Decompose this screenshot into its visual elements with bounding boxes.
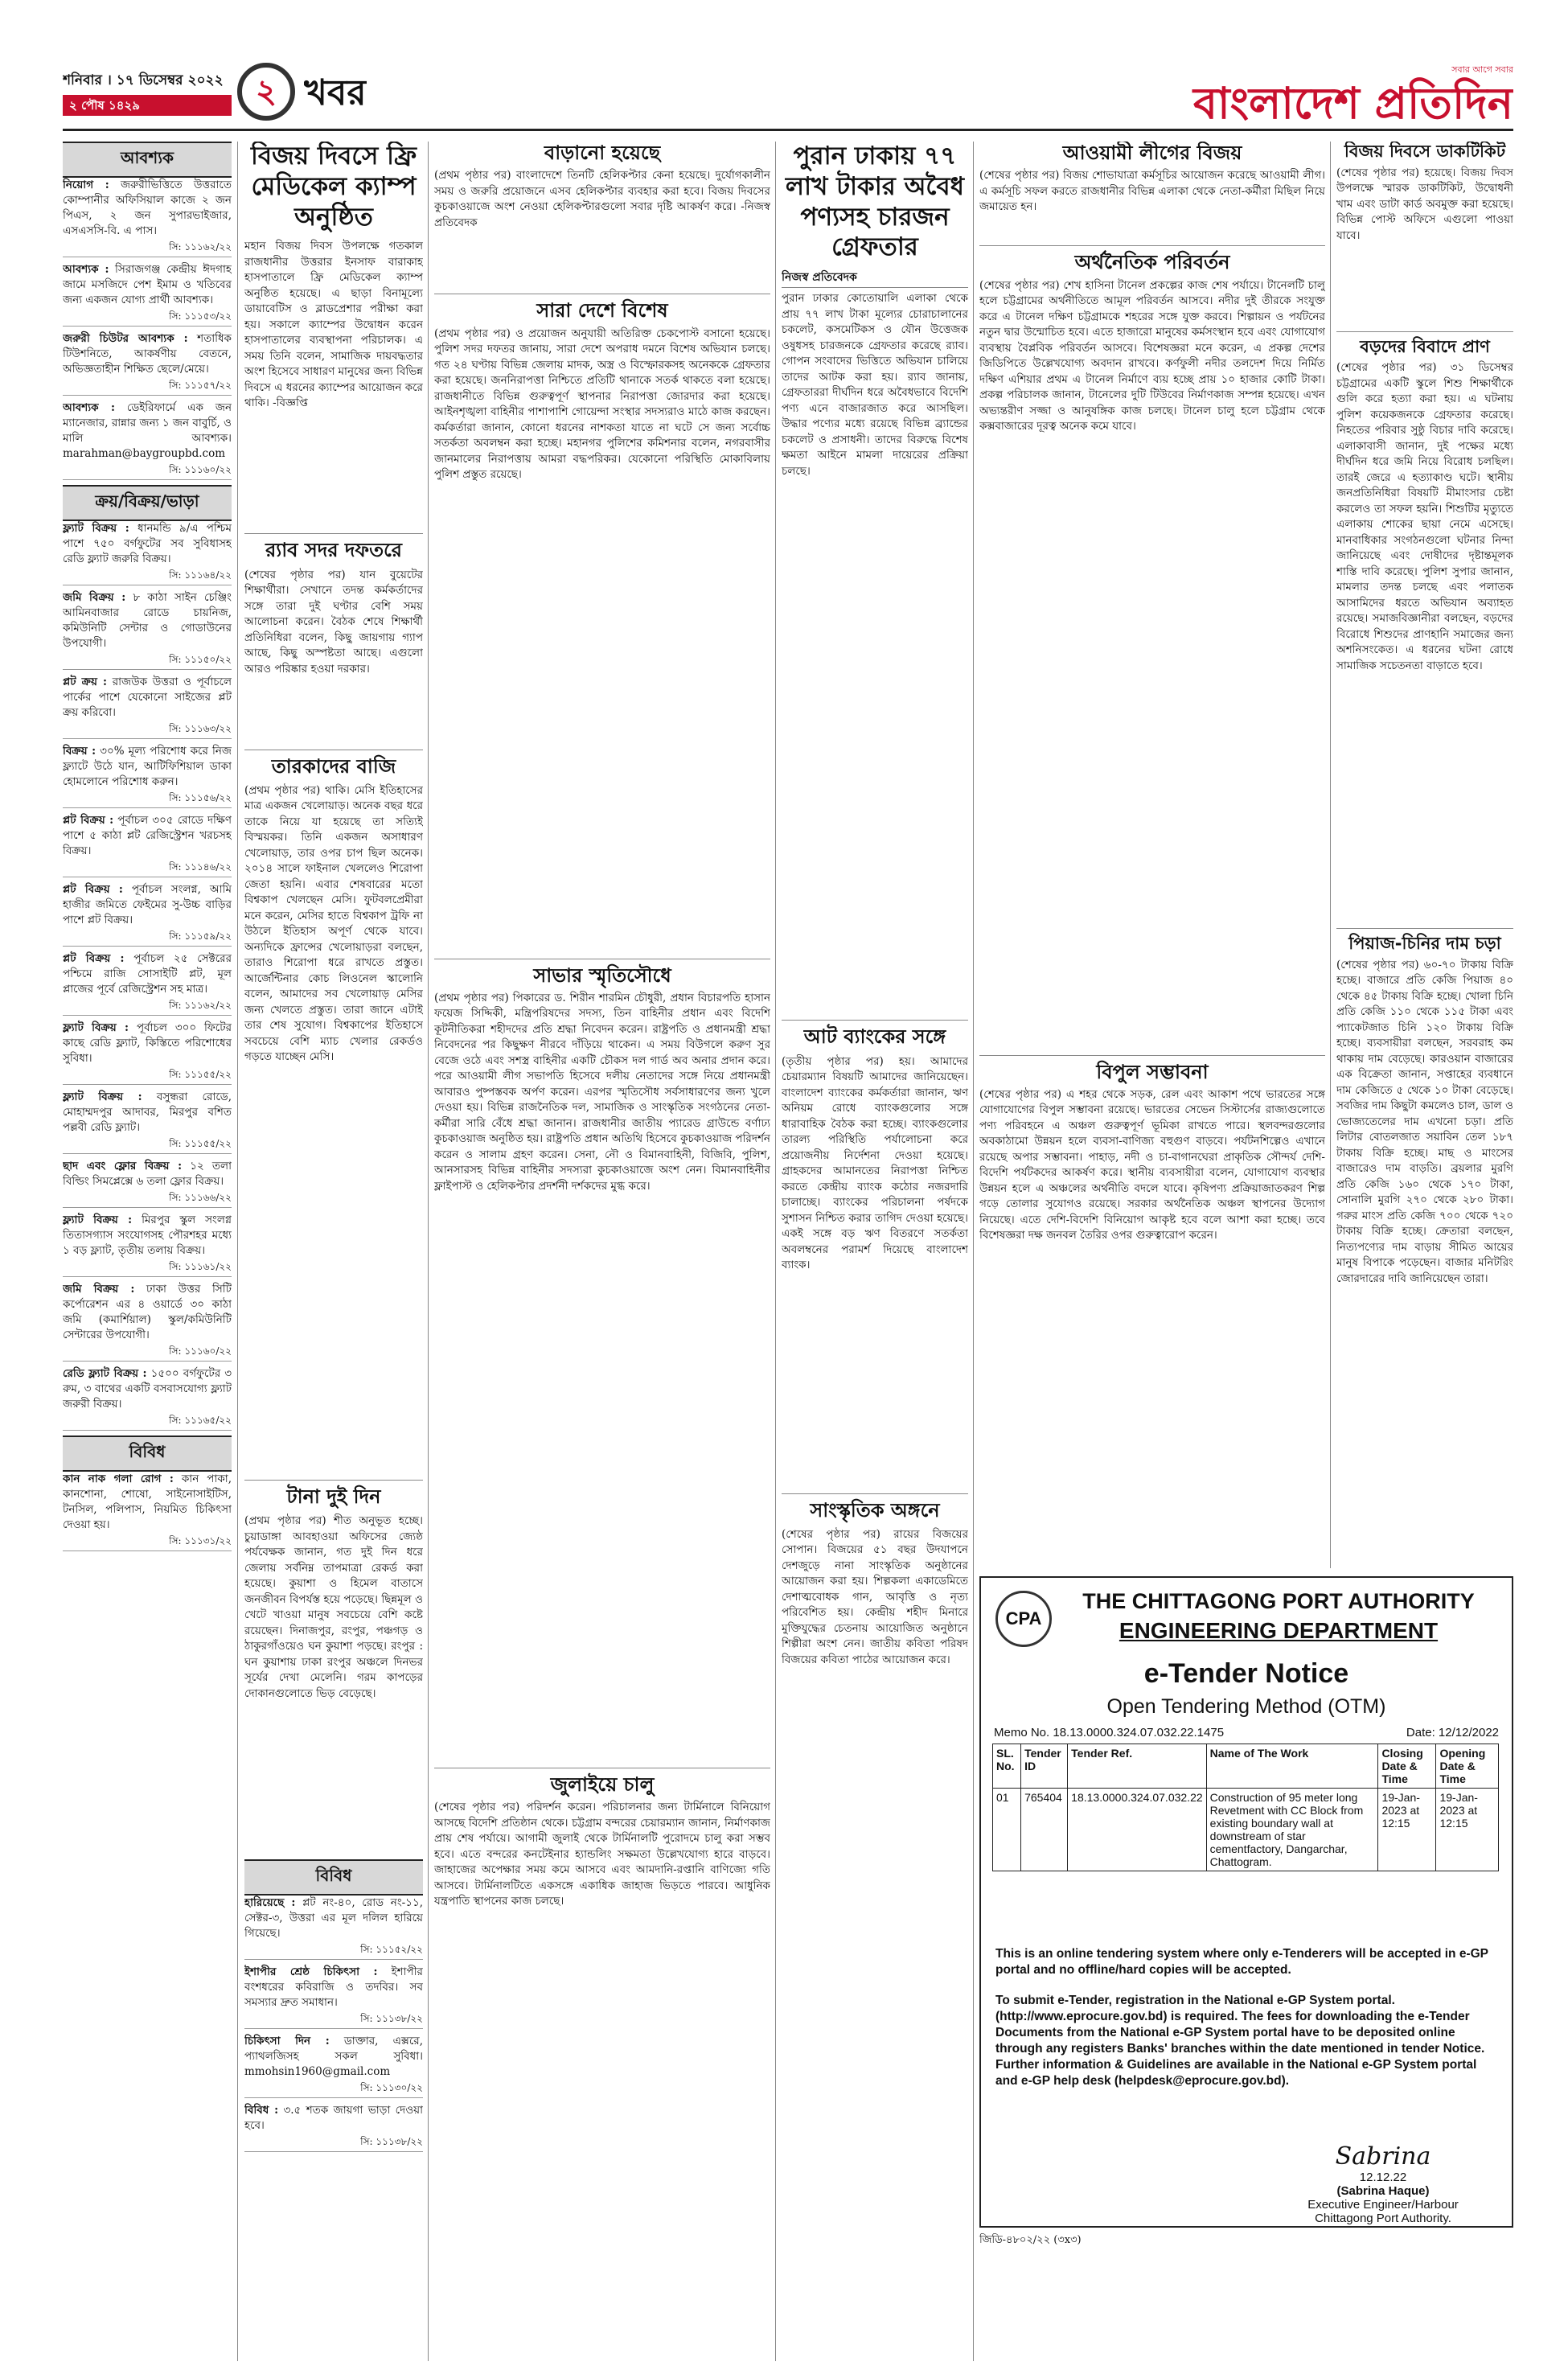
signature: Sabrina — [1335, 2142, 1431, 2171]
ad-heading: ছাদ এবং ফ্লোর বিক্রয় : — [63, 1160, 183, 1173]
article-headline[interactable]: অর্থনৈতিক পরিবর্তন — [1074, 251, 1230, 274]
article-body: (প্রথম পৃষ্ঠার পর) শীত অনুভূত হচ্ছে। চুয়াডাঙ্গা আবহাওয়া অফিসের জ্যেষ্ঠ পর্যবেক্ষক জানান, গত দুই দিন ধরে জেলায় সর্বনিম্ন তাপমাত্রা রেকর্ড করা হয়েছে। কুয়াশা ও হিমেল বাতাসে জনজীবন বিপর্যস্ত হয়ে পড়েছে। ছিন্নমূল ও খেটে খাওয়া মানুষ সবচেয়ে বেশি কষ্টে রয়েছেন। দিনাজপুর, রংপুর, পঞ্চগড় ও ঠাকুরগাঁওয়েও ঘন কুয়াশা পড়ছে। রংপুর : ঘন কুয়াশায় ঢাকা রংপুর অঞ্চলে দিনভর সূর্যের দেখা মেলেনি। গরম কাপড়ের দোকানগুলোতে ভিড় বেড়েছে। — [244, 1514, 423, 1700]
ad-body: ইশাপীর বংশধরের কবিরাজি ও তদবির। সব সমস্যার দ্রুত সমাধান। — [244, 1965, 423, 2010]
misc-section-title: বিবিধ — [244, 1859, 423, 1896]
classified-list-misc — [63, 1472, 232, 1551]
classified-ad — [63, 331, 232, 377]
ad-heading: জমি বিক্রয় : — [63, 591, 126, 604]
ad-body: পূর্বাচল ২৫ সেক্টরের পশ্চিমে রাজি সোসাইটি প্লট, মূল প্লাজের পূর্বে রেজিস্ট্রেশন সহ মাত্র। — [63, 952, 232, 996]
ad-heading: ফ্ল্যাট বিক্রয় : — [63, 1090, 142, 1103]
ad-heading: জমি বিক্রয় : — [63, 1283, 135, 1296]
ad-ref: সি: ১১১৬২/২২ — [63, 999, 232, 1016]
ad-ref: সি: ১১১৬০/২২ — [63, 1345, 232, 1362]
ad-body: ১৫০০ বর্গফুটের ৩ রুম, ৩ বাথের একটি বসবাসযোগ্য ফ্ল্যাট জরুরী বিক্রয়। — [63, 1367, 232, 1411]
tender-table-cell: Construction of 95 meter long Revetment with CC Block from existing boundary wall at downstream of star cementfactory, Dangarchar, Chattogram. — [1206, 1789, 1378, 1871]
ad-ref: সি: ১১১৩৮/২২ — [244, 2012, 423, 2029]
classified-ad — [244, 2034, 423, 2080]
signature-date: 12.12.22 — [1359, 2171, 1407, 2184]
tender-paragraph: To submit e-Tender, registration in the National e-GP System portal. (http://www.eprocure.gov.bd) is required. The fees for downloading the e-Tender Documents from the National e-GP System portal have to be deposited online through any registers Banks' branches within the date mentioned in tender Notice. Further information & Guidelines are available in the National e-GP System portal and e-GP help desk (helpdesk@eprocure.gov.bd). — [995, 1994, 1485, 2088]
article-headline[interactable]: পিয়াজ-চিনির দাম চড়া — [1348, 934, 1501, 954]
ad-ref: সি: ১১১৫০/২২ — [63, 653, 232, 670]
column-divider — [775, 142, 776, 2361]
column-divider — [428, 142, 429, 2361]
signer-name: (Sabrina Haque) — [1336, 2184, 1430, 2198]
ad-body: ডেইরিফার্মে এক জন ম্যানেজার, রান্নার জন্য ১ জন বাবুর্চি, ও মালি আবশ্যক। marahman@baygroupbd.com — [63, 401, 232, 460]
classified-list-sale — [63, 521, 232, 1431]
tender-table-header: Tender Ref. — [1068, 1744, 1207, 1789]
tender-table-header: SL. No. — [993, 1744, 1021, 1789]
classifieds-column — [63, 142, 232, 2361]
article-divider — [979, 1055, 1325, 1056]
masthead[interactable] — [1095, 63, 1513, 125]
article-body: (শেষের পৃষ্ঠার পর) ৩১ ডিসেম্বর চট্টগ্রামের একটি স্কুলে শিশু শিক্ষার্থীকে গুলি করে হত্যা করা হয়। এ ঘটনায় পুলিশ কয়েকজনকে গ্রেফতার করেছে। নিহতের পরিবার সুষ্ঠু বিচার দাবি করেছে। এলাকাবাসী জানান, দুই পক্ষের মধ্যে দীর্ঘদিন ধরে জমি নিয়ে বিরোধ চলছিল। তারই জেরে এ হত্যাকাণ্ড ঘটে। স্থানীয় জনপ্রতিনিধিরা বিষয়টি মীমাংসার চেষ্টা করলেও তা সফল হয়নি। শিশুটির মৃত্যুতে এলাকায় শোকের ছায়া নেমে এসেছে। মানবাধিকার সংগঠনগুলো ঘটনার নিন্দা জানিয়েছে এবং দোষীদের দৃষ্টান্তমূলক শাস্তি দাবি করেছে। পুলিশ সুপার জানান, মামলার তদন্ত চলছে এবং পলাতক আসামিদের ধরতে অভিযান অব্যাহত রয়েছে। সমাজবিজ্ঞানীরা বলছেন, বড়দের বিরোধে শিশুদের প্রাণহানি সমাজের জন্য অশনিসংকেত। এ ধরনের ঘটনা রোধে সামাজিক সচেতনতা বাড়াতে হবে। — [1336, 361, 1513, 672]
tender-table-cell: 765404 — [1021, 1789, 1068, 1871]
article-headline[interactable]: র‍্যাব সদর দফতরে — [265, 539, 402, 562]
masthead-tagline: সবার আগে সবার — [1451, 64, 1513, 75]
article-body: (শেষের পৃষ্ঠার পর) হয়েছে। বিজয় দিবস উপলক্ষে স্মারক ডাকটিকিট, উদ্বোধনী খাম এবং ডাটা কার্ড অবমুক্ত করা হয়েছে। বিভিন্ন পোস্ট অফিসে এগুলো পাওয়া যাবে। — [1336, 166, 1513, 242]
ad-heading: রেডি ফ্ল্যাট বিক্রয় : — [63, 1367, 147, 1380]
classified-list-wanted — [63, 178, 232, 480]
tender-date: Date: 12/12/2022 — [1406, 1726, 1499, 1739]
article-body: (শেষের পৃষ্ঠার পর) এ শহর থেকে সড়ক, রেল এবং আকাশ পথে ভারতের সঙ্গে যোগাযোগের বিপুল সম্ভাবনা রয়েছে। ভারতের সেভেন সিস্টার্সের রাজ্যগুলোতে পণ্য পরিবহনে এ অঞ্চল গুরুত্বপূর্ণ ভূমিকা রাখতে পারে। স্থলবন্দরগুলোর অবকাঠামো উন্নয়ন হলে ব্যবসা-বাণিজ্য বহুগুণ বাড়বে। পর্যটনশিল্পেও এখানে রয়েছে অপার সম্ভাবনা। পাহাড়, নদী ও চা-বাগানঘেরা প্রাকৃতিক সৌন্দর্য দেশি-বিদেশি পর্যটকদের আকর্ষণ করে। স্থানীয় ব্যবসায়ীরা বলেন, যোগাযোগ ব্যবস্থার উন্নয়ন হলে এ অঞ্চলের অর্থনীতি বদলে যাবে। কৃষিপণ্য প্রক্রিয়াজাতকরণ শিল্প গড়ে তোলার সুযোগও রয়েছে। সরকার অর্থনৈতিক অঞ্চল স্থাপনের উদ্যোগ নিয়েছে। এতে দেশি-বিদেশি বিনিয়োগ আকৃষ্ট হবে বলে আশা করা হচ্ছে। তবে বিশেষজ্ঞরা দক্ষ জনবল তৈরির ওপর গুরুত্বারোপ করেন। — [979, 1087, 1325, 1242]
page-section: খবর — [304, 72, 367, 113]
ad-ref: সি: ১১১৩০/২২ — [244, 2081, 423, 2098]
tender-table-header: Closing Date & Time — [1378, 1744, 1436, 1789]
tender-table-header: Tender ID — [1021, 1744, 1068, 1789]
tender-method: Open Tendering Method (OTM) — [1106, 1695, 1386, 1718]
article-headline[interactable]: বিপুল সম্ভাবনা — [1096, 1060, 1209, 1083]
ad-heading: নিয়োগ : — [63, 179, 109, 191]
classified-ad — [63, 400, 232, 462]
ad-ref: সি: ১১১৬৫/২২ — [63, 1414, 232, 1431]
column-6 — [1336, 142, 1513, 1568]
tender-table-cell: 19-Jan-2023 at 12:15 — [1378, 1789, 1436, 1871]
ad-heading: প্লট ক্রয় : — [63, 676, 108, 688]
article-headline[interactable]: সাংস্কৃতিক অঙ্গনে — [810, 1498, 940, 1522]
ad-heading: হারিয়েছে : — [244, 1896, 296, 1910]
article-headline[interactable]: বাড়ানো হয়েছে — [544, 142, 661, 164]
column-divider — [973, 142, 974, 2361]
ad-heading: বিবিধ : — [244, 2104, 279, 2117]
classified-ad — [244, 2103, 423, 2134]
ad-ref: সি: ১১১৬৬/২২ — [63, 1191, 232, 1208]
ad-body: মিরপুর স্কুল সংলগ্ন তিতাসগ্যাস সংযোগসহ পৌরশহর মধ্যে ১ বড় ফ্ল্যাট, তৃতীয় তলায় বিক্রয়। — [63, 1214, 232, 1257]
article-headline[interactable]: বিজয় দিবসে ডাকটিকিট — [1344, 142, 1506, 161]
signer-org: Chittagong Port Authority. — [1315, 2212, 1451, 2225]
ad-body: ঢাকা উত্তর সিটি কর্পোরেশন এর ৪ ওয়ার্ডে ৩০ কাঠা জমি (কমার্শিয়াল) স্কুল/কমিউনিটি সেন্টারের উপযোগী। — [63, 1283, 232, 1341]
classified-ad — [63, 1021, 232, 1066]
ad-heading: ফ্ল্যাট বিক্রয় : — [63, 1021, 129, 1034]
ad-body: পূর্বাচল সংলগ্ন, আমি হাজীর জমিতে ফেইমের সু-উচ্চ বাড়ির পাশে প্লট বিক্রয়। — [63, 883, 232, 926]
ad-ref: সি: ১১১৫২/২২ — [244, 1943, 423, 1960]
port-authority-logo-icon: CPA — [995, 1591, 1052, 1647]
ad-heading: প্লট বিক্রয় : — [63, 883, 123, 896]
classified-ad — [63, 1282, 232, 1343]
ad-body: ১২ তলা বিল্ডিং সিমপ্লেক্সে ৬ তলা ফ্লোর বিক্রয়। — [63, 1160, 232, 1188]
ad-body: ৩০% মূল্য পরিশোধ করে নিজ ফ্ল্যাটে উঠে যান, আটিফিশিয়াল ডাকা হোমলোনে পরিশোধ করুন। — [63, 745, 232, 788]
signer-title: Executive Engineer/Harbour — [1307, 2198, 1459, 2212]
tender-table-cell: 01 — [993, 1789, 1021, 1871]
ad-ref: সি: ১১১৬০/২২ — [63, 463, 232, 480]
classified-section-title: ক্রয়/বিক্রয়/ভাড়া — [63, 485, 232, 521]
ad-body: ৩.৫ শতক জায়গা ভাড়া দেওয়া হবে। — [244, 2104, 423, 2133]
tender-memo: Memo No. 18.13.0000.324.07.032.22.1475 — [994, 1726, 1225, 1739]
tender-authority: THE CHITTAGONG PORT AUTHORITY — [1082, 1589, 1475, 1613]
column-2 — [244, 142, 423, 2361]
ad-ref: সি: ১১১৪৬/২২ — [63, 860, 232, 877]
classified-ad — [63, 951, 232, 997]
article-body: পুরান ঢাকার কোতোয়ালি এলাকা থেকে প্রায় ৭৭ লাখ টাকা মূল্যের চোরাচালানের চকলেট, কসমেটিকস ও যৌন উত্তেজক ওষুধসহ চারজনকে গ্রেফতার করেছে র‍্যাব। গোপন সংবাদের ভিত্তিতে অভিযান চালিয়ে তাদের আটক করা হয়। র‍্যাব জানায়, গ্রেফতাররা দীর্ঘদিন ধরে অবৈধভাবে বিদেশি পণ্য এনে বাজারজাত করে আসছিল। উদ্ধার পণ্যের মধ্যে রয়েছে বিভিন্ন ব্র্যান্ডের চকলেট ও প্রসাধনী। তাদের বিরুদ্ধে বিশেষ ক্ষমতা আইনে মামলা দায়েরের প্রক্রিয়া চলছে। — [782, 292, 968, 478]
article-divider — [244, 533, 423, 534]
tender-notice — [979, 1576, 1513, 2228]
ad-body: ৮ কাঠা সাইন চেঞ্জিং আমিনবাজার রোডে চায়নিজ, কমিউনিটি সেন্টার ও গোডাউনের উপযোগী। — [63, 591, 232, 650]
classified-ad — [63, 1159, 232, 1189]
ad-ref: সি: ১১১৫৯/২২ — [63, 930, 232, 947]
article-divider — [1336, 928, 1513, 929]
ad-heading: প্লট বিক্রয় : — [63, 952, 125, 965]
issue-date: শনিবার । ১৭ ডিসেম্বর ২০২২ — [63, 72, 224, 88]
ad-body: পূর্বাচল ৩০০ ফিটের কাছে রেডি ফ্ল্যাট, কিস্তিতে পরিশোধের সুবিধা। — [63, 1021, 232, 1065]
classified-ad — [244, 1965, 423, 2011]
article-headline[interactable]: পুরান ঢাকায় ৭৭ লাখ টাকার অবৈধ পণ্যসহ চারজন গ্রেফতার — [785, 142, 965, 262]
tender-department: ENGINEERING DEPARTMENT — [1119, 1618, 1439, 1643]
article-divider — [782, 1020, 968, 1021]
ad-ref: সি: ১১১৬১/২২ — [63, 1260, 232, 1277]
classified-ad — [63, 675, 232, 721]
ad-body: ডাক্তার, এক্সরে, প্যাথলজিসহ সকল সুবিধা। mmohsin1960@gmail.com — [244, 2035, 423, 2079]
ad-code: জিডি-৪৮০২/২২ (৩x৩) — [979, 2234, 1082, 2246]
masthead-title: বাংলাদেশ প্রতিদিন — [1193, 78, 1513, 125]
ad-heading: জরুরী চিউটর আবশ্যক : — [63, 332, 188, 345]
classified-ad — [63, 590, 232, 651]
column-3 — [434, 142, 770, 2361]
tender-table-header: Opening Date & Time — [1436, 1744, 1499, 1789]
article-body: (প্রথম পৃষ্ঠার পর) পিকারের ড. শিরীন শারমিন চৌধুরী, প্রধান বিচারপতি হাসান ফয়েজ সিদ্দিকী, মন্ত্রিপরিষদের সদস্য, তিন বাহিনীর প্রধান এবং বিদেশি কূটনীতিকরা শহীদদের প্রতি শ্রদ্ধা নিবেদন করেন। রাষ্ট্রপতি ও প্রধানমন্ত্রী শ্রদ্ধা নিবেদনের পর কিছুক্ষণ নীরবে দাঁড়িয়ে থাকেন। এ সময় বিউগলে করুণ সুর বেজে ওঠে এবং সশস্ত্র বাহিনীর একটি চৌকস দল গার্ড অব অনার প্রদান করে। পরে আওয়ামী লীগ সভাপতি হিসেবে দলীয় নেতাদের সঙ্গে নিয়ে প্রধানমন্ত্রী আবারও পুষ্পস্তবক অর্পণ করেন। এরপর স্মৃতিসৌধ সর্বসাধারণের জন্য খুলে দেওয়া হয়। বিভিন্ন রাজনৈতিক দল, সামাজিক ও সাংস্কৃতিক সংগঠনের নেতা-কর্মীরা সারি বেঁধে শ্রদ্ধা জানান। রাজধানীর জাতীয় প্যারেড গ্রাউন্ডে বর্ণাঢ্য কুচকাওয়াজ অনুষ্ঠিত হয়। রাষ্ট্রপতি প্রধান অতিথি হিসেবে কুচকাওয়াজ পরিদর্শন করেন ও সালাম গ্রহণ করেন। সেনা, নৌ ও বিমানবাহিনী, বিজিবি, পুলিশ, আনসারসহ বিভিন্ন বাহিনীর সদস্যরা কুচকাওয়াজে অংশ নেন। বিমানবাহিনীর ফ্লাইপাস্ট ও হেলিকপ্টার প্রদর্শনী দর্শকদের মুগ্ধ করে। — [434, 991, 770, 1193]
ad-heading: প্লট বিক্রয় : — [63, 814, 114, 827]
ad-ref: সি: ১১১৫৬/২২ — [63, 791, 232, 808]
classified-section-title: আবশ্যক — [63, 142, 232, 178]
article-headline[interactable]: আওয়ামী লীগের বিজয় — [1062, 142, 1242, 164]
tender-paragraph: This is an online tendering system where only e-Tenderers will be accepted in e-GP portal and no offline/hard copies will be accepted. — [995, 1947, 1488, 1977]
ad-body: শতাধিক টিউশনিতে, আকর্ষণীয় বেতনে, অভিজ্ঞতাহীন শিক্ষিত ছেলে/মেয়ে। — [63, 332, 232, 376]
classified-ad — [63, 521, 232, 567]
article-body: (তৃতীয় পৃষ্ঠার পর) হয়। আমাদের চেয়ারম্যান বিষয়টি আমাদের জানিয়েছেন। বাংলাদেশ ব্যাংকের কর্মকর্তারা জানান, ঋণ অনিয়ম রোধে ব্যাংকগুলোর সঙ্গে ধারাবাহিক বৈঠক করা হচ্ছে। ব্যাংকগুলোর তারল্য পরিস্থিতি পর্যালোচনা করে প্রয়োজনীয় নির্দেশনা দেওয়া হয়েছে। গ্রাহকদের আমানতের নিরাপত্তা নিশ্চিত করতে কেন্দ্রীয় ব্যাংক কঠোর নজরদারি চালাচ্ছে। ব্যাংকের পরিচালনা পর্ষদকে সুশাসন নিশ্চিত করার তাগিদ দেওয়া হয়েছে। একই সঙ্গে বড় ঋণ বিতরণে সতর্কতা অবলম্বনের পরামর্শ দিয়েছে বাংলাদেশ ব্যাংক। — [782, 1054, 968, 1272]
ad-body: ধানমন্ডি ৯/এ পশ্চিম পাশে ৭৫০ বর্গফুটের সব সুবিধাসহ রেডি ফ্ল্যাট জরুরি বিক্রয়। — [63, 522, 232, 565]
column-4 — [782, 142, 968, 2361]
misc-list — [244, 1896, 423, 2152]
ad-heading: আবশ্যক : — [63, 401, 115, 414]
ad-heading: চিকিৎসা দিন : — [244, 2035, 330, 2048]
article-body: (প্রথম পৃষ্ঠার পর) বাংলাদেশে তিনটি হেলিকপ্টার কেনা হয়েছে। দুর্যোগকালীন সময় ও জরুরি প্রয়োজনে এসব হেলিকপ্টার ব্যবহার করা হবে। বিজয় দিবসের কুচকাওয়াজে অংশ নেওয়া হেলিকপ্টারগুলো সবার দৃষ্টি আকর্ষণ করে। -নিজস্ব প্রতিবেদক — [434, 169, 770, 229]
tender-signature-block — [1279, 2142, 1488, 2225]
article-body: (শেষের পৃষ্ঠার পর) রায়ের বিজয়ের সোপান। বিজয়ের ৫১ বছর উদযাপনে দেশজুড়ে নানা সাংস্কৃতিক অনুষ্ঠানের আয়োজন করা হয়। শিল্পকলা একাডেমিতে দেশাত্মবোধক গান, আবৃত্তি ও নৃত্য পরিবেশিত হয়। কেন্দ্রীয় শহীদ মিনারে মুক্তিযুদ্ধের চেতনায় আয়োজিত অনুষ্ঠানে শিল্পীরা অংশ নেন। জাতীয় কবিতা পরিষদ বিজয়ের কবিতা পাঠের আয়োজন করে। — [782, 1527, 968, 1666]
article-headline[interactable]: তারকাদের বাজি — [271, 754, 396, 778]
ad-ref: সি: ১১১৩১/২২ — [63, 1534, 232, 1551]
ad-heading: ইশাপীর শ্রেষ্ঠ চিকিৎসা : — [244, 1965, 378, 1979]
classified-ad — [63, 1366, 232, 1412]
article-divider — [782, 1493, 968, 1494]
classified-ad — [63, 262, 232, 308]
ad-body: কান পাকা, কানশোনা, শোষো, সাইনোসাইটিস, টনসিল, পলিপাস, নিয়মিত চিকিৎসা দেওয়া হয়। — [63, 1472, 232, 1531]
article-headline[interactable]: বড়দের বিবাদে প্রাণ — [1360, 336, 1490, 356]
article-body: (প্রথম পৃষ্ঠার পর) থাকি। মেসি ইতিহাসের মাত্র একজন খেলোয়াড়। অনেক বছর ধরে তাকে নিয়ে যা হয়েছে তা সত্যিই বিস্ময়কর। তিনি একজন অসাধারণ খেলোয়াড়, তার ওপর চাপ ছিল অনেক। ২০১৪ সালে ফাইনাল খেললেও শিরোপা জেতা হয়নি। এবার শেষবারের মতো বিশ্বকাপ খেলছেন মেসি। ফুটবলপ্রেমীরা মনে করেন, মেসির হাতে বিশ্বকাপ ট্রফি না উঠলে ইতিহাস অপূর্ণ থেকে যাবে। অন্যদিকে ফ্রান্সের খেলোয়াড়রা বলছেন, তারাও শিরোপা ধরে রাখতে প্রস্তুত। আর্জেন্টিনার কোচ লিওনেল স্কালোনি বলেন, আমাদের সব খেলোয়াড় মেসির জন্য খেলতে প্রস্তুত। তারা জানে এটাই তার শেষ সুযোগ। বিশ্বকাপের ইতিহাসে সবচেয়ে বেশি ম্যাচ খেলার রেকর্ডও গড়তে যাচ্ছেন মেসি। — [244, 783, 423, 1064]
classified-ad — [63, 1472, 232, 1533]
table-row — [993, 1789, 1499, 1871]
ad-body: প্লট নং-৪০, রোড নং-১১, সেক্টর-৩, উত্তরা এর মূল দলিল হারিয়ে গিয়েছে। — [244, 1896, 423, 1941]
tender-table-cell: 19-Jan-2023 at 12:15 — [1436, 1789, 1499, 1871]
article-headline[interactable]: সাভার স্মৃতিসৌধে — [533, 963, 671, 987]
article-headline[interactable]: জুলাইয়ে চালু — [550, 1772, 655, 1796]
ad-ref: সি: ১১১৬৩/২২ — [63, 722, 232, 739]
ad-body: বসুন্ধরা রোডে, মোহাম্মদপুর আদাবর, মিরপুর বশিত পল্লবী রেডি ফ্ল্যাট। — [63, 1090, 232, 1134]
tender-table-cell: 18.13.0000.324.07.032.22 — [1068, 1789, 1207, 1871]
ad-heading: আবশ্যক : — [63, 263, 109, 276]
ad-body: সিরাজগঞ্জ কেন্দ্রীয় ঈদগাহ জামে মসজিদে পেশ ইমাম ও খতিবের জন্য একজন যোগ্য প্রার্থী আবশ্যক। — [63, 263, 232, 306]
tender-table — [992, 1744, 1499, 1871]
article-divider — [244, 1480, 423, 1481]
classified-ad — [63, 178, 232, 239]
ad-body: পূর্বাচল ৩০৫ রোডে দক্ষিণ পাশে ৫ কাঠা প্লট রেজিস্ট্রেশন খরচসহ বিক্রয়। — [63, 814, 232, 857]
article-body: (শেষের পৃষ্ঠার পর) বিজয় শোভাযাত্রা কর্মসূচির আয়োজন করেছে আওয়ামী লীগ। এ কর্মসূচি সফল করতে রাজধানীর বিভিন্ন এলাকা থেকে নেতা-কর্মীরা মিছিল নিয়ে জমায়েত হন। — [979, 169, 1325, 214]
column-5 — [979, 142, 1325, 1568]
article-body: (শেষের পৃষ্ঠার পর) ৬০-৭০ টাকায় বিক্রি হচ্ছে। বাজারে প্রতি কেজি পিয়াজ ৪০ থেকে ৪৫ টাকায় বিক্রি হচ্ছে। খোলা চিনি প্রতি কেজি ১১০ থেকে ১১৫ টাকা এবং প্যাকেটজাত চিনি ১২০ টাকায় বিক্রি হচ্ছে। ব্যবসায়ীরা বলছেন, সরবরাহ কম থাকায় দাম বেড়েছে। কারওয়ান বাজারের এক বিক্রেতা জানান, সপ্তাহের ব্যবধানে দাম কেজিতে ৫ থেকে ১০ টাকা বেড়েছে। সবজির দাম কিছুটা কমলেও চাল, ডাল ও ভোজ্যতেলের দাম এখনো চড়া। প্রতি লিটার বোতলজাত সয়াবিন তেল ১৮৭ টাকায় বিক্রি হচ্ছে। মাছ ও মাংসের বাজারেও দাম বাড়তি। ব্রয়লার মুরগি প্রতি কেজি ১৬০ থেকে ১৭০ টাকা, সোনালি মুরগি ২৭০ থেকে ২৮০ টাকা। গরুর মাংস প্রতি কেজি ৭০০ থেকে ৭২০ টাকায় বিক্রি হচ্ছে। ক্রেতারা বলছেন, নিত্যপণ্যের দাম বাড়ায় সীমিত আয়ের মানুষ বিপাকে পড়েছেন। বাজার মনিটরিং জোরদারের দাবি জানিয়েছেন তারা। — [1336, 958, 1513, 1285]
article-headline[interactable]: টানা দুই দিন — [286, 1485, 381, 1508]
ad-ref: সি: ১১১৫৭/২২ — [63, 379, 232, 396]
tender-title: e-Tender Notice — [1143, 1658, 1349, 1689]
ad-ref: সি: ১১১৫৩/২২ — [63, 310, 232, 327]
article-divider — [1336, 331, 1513, 332]
article-headline[interactable]: সারা দেশে বিশেষ — [536, 299, 668, 322]
ad-heading: ফ্ল্যাট বিক্রয় : — [63, 522, 129, 535]
classified-ad — [63, 813, 232, 859]
article-headline[interactable]: বিজয় দিবসে ফ্রি মেডিকেল ক্যাম্প অনুষ্ঠিত — [251, 142, 417, 232]
article-byline: নিজস্ব প্রতিবেদক — [782, 268, 968, 288]
article-body: (শেষের পৃষ্ঠার পর) পরিদর্শন করেন। পরিচালনার জন্য টার্মিনালে বিনিয়োগ আসছে বিদেশি প্রতিষ্ঠান থেকে। চট্টগ্রাম বন্দরের চেয়ারম্যান জানান, নির্মাণকাজ প্রায় শেষ পর্যায়ে। আগামী জুলাই থেকে টার্মিনালটি পুরোদমে চালু করা সম্ভব হবে। এতে বন্দরের কনটেইনার হ্যান্ডলিং সক্ষমতা উল্লেখযোগ্য হারে বাড়বে। জাহাজের অপেক্ষার সময় কমে আসবে এবং আমদানি-রপ্তানি বাণিজ্যে গতি আসবে। টার্মিনালটিতে একসঙ্গে একাধিক জাহাজ ভিড়তে পারবে। আধুনিক যন্ত্রপাতি স্থাপনের কাজ চলছে। — [434, 1801, 770, 1908]
classified-ad — [63, 744, 232, 790]
ad-ref: সি: ১১১৬২/২২ — [63, 240, 232, 257]
ad-heading: ফ্ল্যাট বিক্রয় : — [63, 1214, 133, 1226]
ad-ref: সি: ১১১৫৫/২২ — [63, 1137, 232, 1154]
ad-body: রাজউক উত্তরা ও পূর্বাচলে পার্কের পাশে যেকোনো সাইজের প্লট ক্রয় করিবো। — [63, 676, 232, 719]
column-divider — [237, 142, 238, 2361]
classified-ad — [63, 1213, 232, 1259]
classified-section-title: বিবিধ — [63, 1435, 232, 1472]
classified-ad — [63, 882, 232, 928]
article-divider — [979, 245, 1325, 246]
ad-body: জরুরীভিত্তিতে উত্তরাতে কোম্পানীর অফিসিয়াল কাজে ২ জন পিএস, ২ জন সুপারভাইজার, এসএসসি-বি. এ পাস। — [63, 179, 232, 237]
header-rule — [63, 129, 1513, 131]
bangla-date: ২ পৌষ ১৪২৯ — [63, 95, 232, 116]
ad-heading: কান নাক গলা রোগ : — [63, 1472, 174, 1485]
ad-ref: সি: ১১১৩৮/২২ — [244, 2135, 423, 2152]
article-body: মহান বিজয় দিবস উপলক্ষে গতকাল রাজধানীর উত্তরার ইনসাফ বারাকাহ হাসপাতালে ফ্রি মেডিকেল ক্যাম্প অনুষ্ঠিত হয়েছে। এ ছাড়া বিনামূল্যে ডায়াবেটিস ও ব্লাডপ্রেশার পরীক্ষা করা হয়। সকালে ক্যাম্পের উদ্বোধন করেন হাসপাতালের ব্যবস্থাপনা পরিচালক। এ সময় তিনি বলেন, সামাজিক দায়বদ্ধতার অংশ হিসেবে সাধারণ মানুষের জন্য বিভিন্ন দিবসে এ ধরনের ক্যাম্পের আয়োজন করে থাকি। -বিজ্ঞপ্তি — [244, 240, 423, 410]
article-body: (শেষের পৃষ্ঠার পর) শেখ হাসিনা টানেল প্রকল্পের কাজ শেষ পর্যায়ে। টানেলটি চালু হলে চট্টগ্রামের অর্থনীতিতে আমূল পরিবর্তন আসবে। নদীর দুই তীরকে সংযুক্ত করে এ টানেল দক্ষিণ চট্টগ্রামকে শহরের সঙ্গে যুক্ত করবে। শিল্পায়ন ও পর্যটনের নতুন দ্বার উন্মোচিত হবে। এতে হাজারো মানুষের কর্মসংস্থান হবে এবং যোগাযোগ ব্যবস্থায় বৈপ্লবিক পরিবর্তন আসবে। বিশেষজ্ঞরা মনে করেন, এ প্রকল্প দেশের জিডিপিতে উল্লেখযোগ্য অবদান রাখবে। কর্ণফুলী নদীর তলদেশ দিয়ে নির্মিত দক্ষিণ এশিয়ার প্রথম এ টানেল নির্মাণে ব্যয় হচ্ছে প্রায় ১০ হাজার কোটি টাকা। প্রকল্প পরিচালক জানান, টানেলের দুটি টিউবের নির্মাণকাজ সম্পন্ন হয়েছে। এখন অভ্যন্তরীণ সজ্জা ও আনুষঙ্গিক কাজ চলছে। টানেল চালু হলে চট্টগ্রাম থেকে কক্সবাজারের দূরত্ব অনেক কমে যাবে। — [979, 278, 1325, 433]
classified-ad — [63, 1090, 232, 1136]
article-headline[interactable]: আট ব্যাংকের সঙ্গে — [803, 1025, 946, 1049]
page-number: ২ — [237, 63, 295, 121]
article-body: (শেষের পৃষ্ঠার পর) যান বুয়েটের শিক্ষার্থীরা। সেখানে তদন্ত কর্মকর্তাদের সঙ্গে তারা দুই ঘণ্টার বেশি সময় আলোচনা করেন। বৈঠক শেষে শিক্ষার্থী প্রতিনিধিরা বলেন, কিছু জায়গায় গ্যাপ আছে, কিছু অস্পষ্টতা আছে। এগুলো আরও পরিষ্কার হওয়া দরকার। — [244, 568, 423, 676]
column-divider — [1330, 142, 1331, 1568]
classified-ad — [244, 1896, 423, 1941]
tender-table-header: Name of The Work — [1206, 1744, 1378, 1789]
article-body: (প্রথম পৃষ্ঠার পর) ও প্রয়োজন অনুযায়ী অতিরিক্ত চেকপোস্ট বসানো হয়েছে। পুলিশ সদর দফতর জানায়, সারা দেশে অপরাধ দমনে বিশেষ অভিযান চলছে। গত ২৪ ঘণ্টায় বিভিন্ন জেলায় মাদক, অস্ত্র ও বিস্ফোরকসহ অনেককে গ্রেফতার করা হয়েছে। জননিরাপত্তা নিশ্চিতে প্রতিটি থানাকে সতর্ক থাকতে বলা হয়েছে। রাজধানীতে বিভিন্ন গুরুত্বপূর্ণ স্থাপনার নিরাপত্তা জোরদার করা হয়েছে। আইনশৃঙ্খলা বাহিনীর পাশাপাশি গোয়েন্দা সংস্থার সদস্যরাও মাঠে কাজ করছেন। কর্মকর্তারা জানান, কোনো ধরনের নাশকতা যাতে না ঘটে সে জন্য সর্বোচ্চ সতর্কতা অবলম্বন করা হচ্ছে। মহানগর পুলিশের কমিশনার বলেন, নগরবাসীর জানমালের নিরাপত্তায় আমরা বদ্ধপরিকর। যেকোনো পরিস্থিতি মোকাবিলায় পুলিশ প্রস্তুত রয়েছে। — [434, 327, 770, 482]
ad-heading: বিক্রয় : — [63, 745, 96, 758]
ad-ref: সি: ১১১৬৪/২২ — [63, 569, 232, 585]
ad-ref: সি: ১১১৫৫/২২ — [63, 1068, 232, 1085]
